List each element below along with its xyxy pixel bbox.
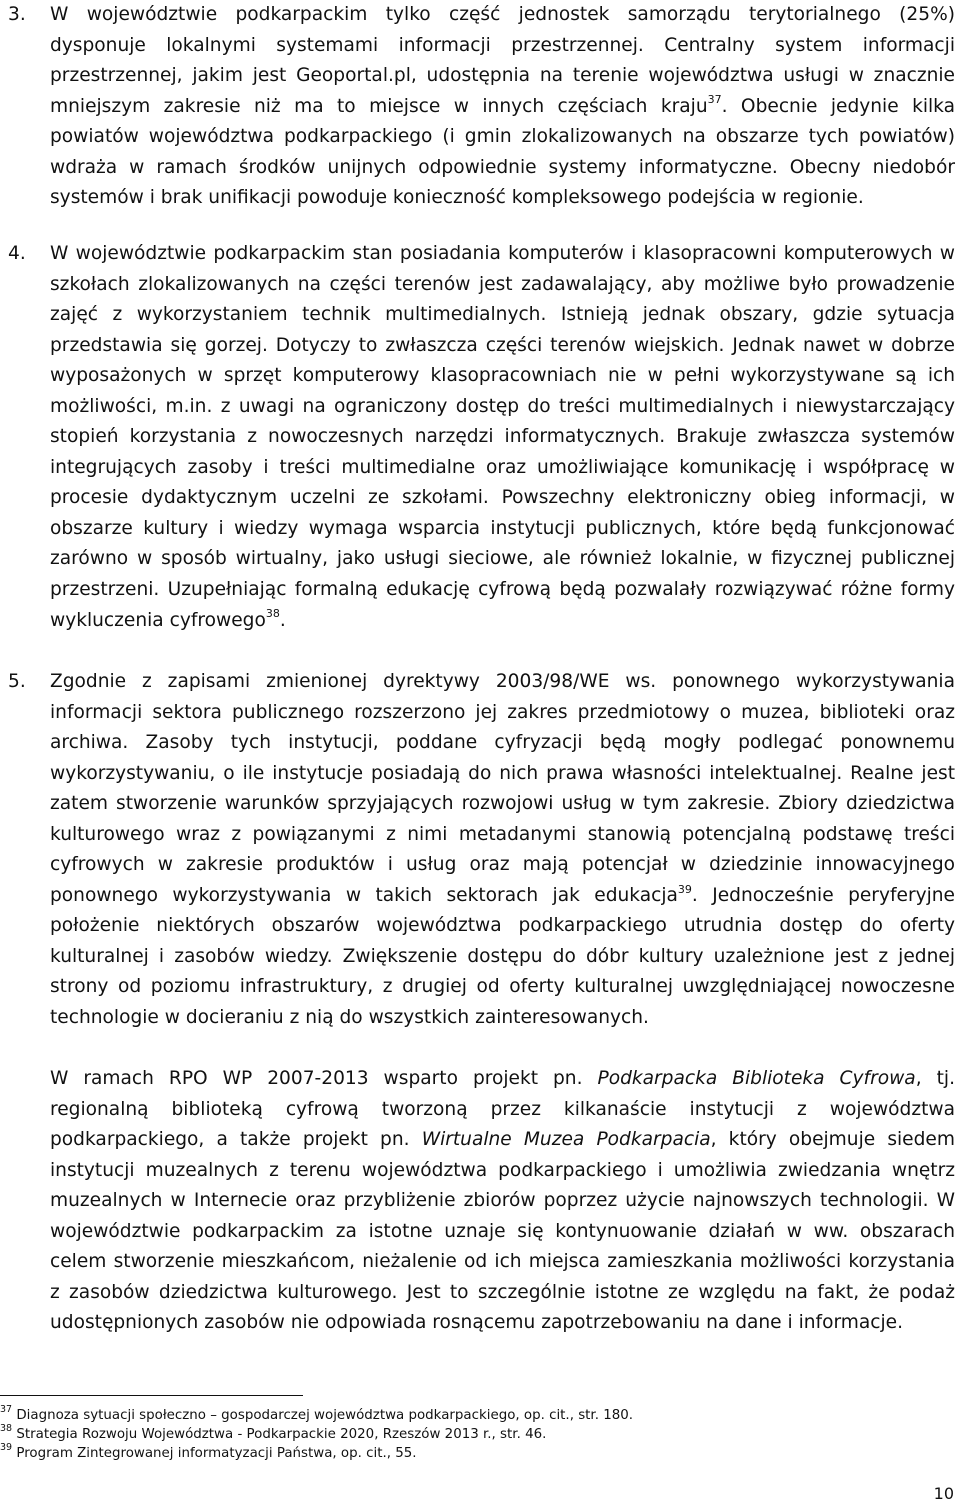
list-number: 5. [8, 671, 26, 692]
paragraph-item-4 [50, 239, 955, 636]
project-name-biblioteka: Podkarpacka Biblioteka Cyfrowa [597, 1068, 916, 1089]
paragraph-text: Zgodnie z zapisami zmienionej dyrektywy 2003/98/WE ws. ponownego wykorzystywania informacji sektora publicznego rozszerzono jej zakres przedmiotowy o muzea, biblioteki oraz archiwa. Zasoby tych instytucji, poddane cyfryzacji będą mogły podlegać ponownemu wykorzystywaniu, o ile instytucje posiadają do nich prawa własności intelektualnej. Realne jest zatem stworzenie warunków sprzyjających rozwojowi usług w tym zakresie. Zbiory dziedzictwa kulturowego wraz z powiązanymi z nimi metadanymi stanowią potencjalną podstawę treści cyfrowych w zakresie produktów i usług oraz mają potencjał w dziedzinie innowacyjnego ponownego wykorzystywania w takich sektorach jak edukacja [50, 671, 955, 906]
footnote-38 [0, 1422, 950, 1445]
paragraph-text: W województwie podkarpackim tylko część jednostek samorządu terytorialnego (25%) dysponuje lokalnymi systemami informacji przestrzennej. Centralny system informacji przestrzennej, jakim jest Geoportal.pl, udostępnia na terenie województwa usługi w znacznie mniejszym zakresie niż ma to miejsce w innych częściach kraju [50, 4, 955, 117]
page-number: 10 [933, 1484, 954, 1503]
rpo-paragraph [50, 1064, 955, 1339]
footnote-number: 39 [0, 1441, 13, 1453]
footnote-text: Strategia Rozwoju Województwa - Podkarpackie 2020, Rzeszów 2013 r., str. 46. [16, 1427, 547, 1442]
footnote-text: Program Zintegrowanej informatyzacji Państwa, op. cit., 55. [16, 1446, 417, 1461]
paragraph-text: W ramach RPO WP 2007-2013 wsparto projekt pn. [50, 1068, 598, 1089]
paragraph-text: , który obejmuje siedem instytucji muzealnych z terenu województwa podkarpackiego i umożliwia zwiedzania wnętrz muzealnych w Internecie oraz przybliżenie zbiorów poprzez użycie najnowszych technologii. W województwie podkarpackim za istotne uznaje się kontynuowanie działań w ww. obszarach celem stworzenie mieszkańcom, nieżalenie od ich miejsca zamieszkania możliwości korzystania z zasobów dziedzictwa kulturowego. Jest to szczególnie istotne ze względu na fakt, że podaż udostępnionych zasobów nie odpowiada rosnącemu zapotrzebowaniu na dane i informacje. [50, 1129, 955, 1334]
footnote-number: 38 [0, 1422, 13, 1434]
paragraph-text: W województwie podkarpackim stan posiadania komputerów i klasopracowni komputerowych w szkołach zlokalizowanych na części terenów jest zadawalający, aby możliwe było prowadzenie zajęć z wykorzystaniem technik multimedialnych. Istnieją jednak obszary, gdzie sytuacja przedstawia się gorzej. Dotyczy to zwłaszcza części terenów wiejskich. Jednak nawet w dobrze wyposażonych w sprzęt komputerowy klasopracowniach nie w pełni wykorzystywane są ich możliwości, m.in. z uwagi na ograniczony dostęp do treści multimedialnych i niewystarczający stopień korzystania z nowoczesnych narzędzi informatycznych. Brakuje zwłaszcza systemów integrujących zasoby i treści multimedialne oraz umożliwiające komunikację i współpracę w procesie dydaktycznym uczelni ze szkołami. Powszechny elektroniczny obieg informacji, w obszarze kultury i wiedzy wymaga wsparcia instytucji publicznych, które będą funkcjonować zarówno w sposób wirtualny, jako usługi sieciowe, ale również lokalnie, w fizycznej publicznej przestrzeni. Uzupełniając formalną edukację cyfrową będą pozwalały rozwiązywać różne formy wykluczenia cyfrowego [50, 243, 955, 631]
paragraph-item-5 [50, 667, 955, 1034]
project-name-muzea: Wirtualne Muzea Podkarpacia [421, 1129, 711, 1151]
footnote-ref-39[interactable]: 39 [677, 882, 692, 896]
footnote-separator [0, 1395, 303, 1396]
paragraph-text-continued: . [279, 609, 286, 631]
footnote-37 [0, 1403, 950, 1426]
footnote-ref-38[interactable]: 38 [265, 607, 280, 621]
paragraph-text-continued: . Jednocześnie peryferyjne położenie niektórych obszarów województwa podkarpackiego utrudnia dostęp do oferty kulturalnej i zasobów wiedzy. Zwiększenie dostępu do dóbr kultury uzależnione jest z jednej strony od poziomu infrastruktury, z drugiej od oferty kulturalnej uwzględniającej nowoczesne technologie w docieraniu z nią do wszystkich zainteresowanych. [50, 884, 955, 1029]
list-number: 4. [8, 243, 26, 264]
footnote-number: 37 [0, 1403, 13, 1415]
paragraph-text-continued: . Obecnie jedynie kilka powiatów województwa podkarpackiego (i gmin zlokalizowanych na obszarze tych powiatów) wdraża w ramach środków unijnych odpowiednie systemy informatyczne. Obecny niedobór systemów i brak unifikacji powoduje konieczność kompleksowego podejścia w regionie. [50, 95, 955, 209]
list-number: 3. [8, 4, 26, 25]
footnote-text: Diagnoza sytuacji społeczno – gospodarczej województwa podkarpackiego, op. cit., str. 180. [16, 1408, 634, 1423]
footnote-ref-37[interactable]: 37 [707, 93, 722, 107]
paragraph-text: , tj. regionalną biblioteką cyfrową tworzoną przez kilkanaście instytucji z województwa podkarpackiego, a także projekt pn. [50, 1068, 955, 1151]
footnote-39 [0, 1441, 950, 1464]
paragraph-item-3 [50, 0, 955, 214]
